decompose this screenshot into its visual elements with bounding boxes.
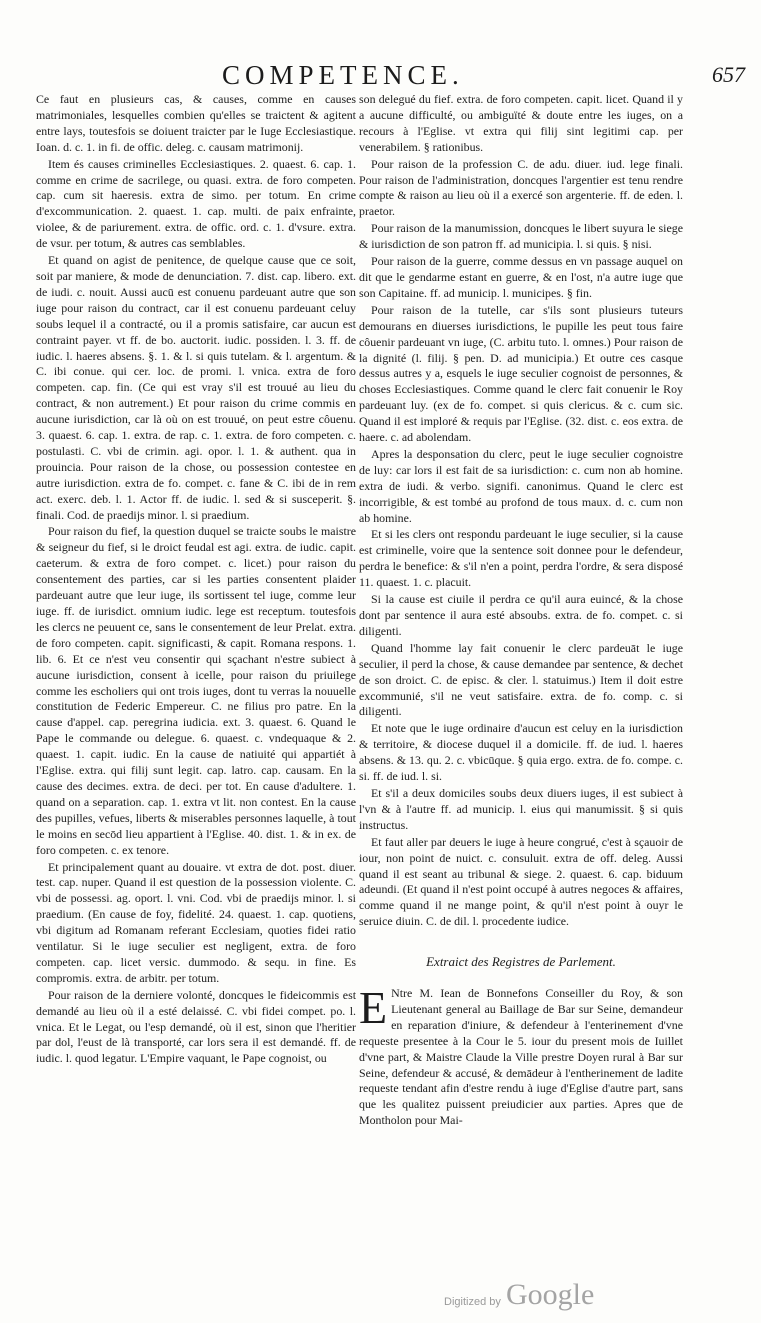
paragraph: Pour raison de la tutelle, car s'ils sont plusieurs tuteurs demourans en diuerses iurisdictions, le pupille les peut tous faire côuenir pardeuant vn iuge, (C. arbitu tuto. l. omnes.) Pour raison de la dignité (l. filij. § pen. D. ad municipia.) Et outre ces casque dessus autres y a, esquels le iuge seculier cognoist de personnes, & choses Ecclesiastiques. Comme quand le clerc fait conuenir le Roy pardeuant luy. (ex de fo. compet. si quis clericus. & c. cum sic. Quand il est imploré & requis par l'Eglise. (32. dist. c. eos extra. de haere. c. ad abolendam. (359, 302, 683, 445)
paragraph: Et quand on agist de penitence, de quelque cause que ce soit, soit par maniere, & mode de denunciation. 7. dist. cap. libero. ext. de iudi. c. nouit. Aussi aucū est conuenu pardeuant autre que son iuge pour raison du contract, car il est conuenu pardeuant celuy soubs lequel il a contracté, ou il a promis satisfaire, car aucun est contraint payer. vt ff. de bo. auctorit. iudic. possiden. l. 3. ff. de iudic. l. haeres absens. §. 1. & l. si quis tutelam. & l. argentum. & C. ibi conue. qui cer. loc. de promi. l. vnica. extra de foro competen. cap. fin. (Ce qui est vray s'il est trouué au lieu du contract, & non autrement.) Et pour raison du crime commis en aucune iurisdiction, car là où on est trouué, on peut estre côuenu. 3. quaest. 6. cap. 1. extra. de rap. c. 1. extra. de foro competen. c. postulasti. C. vbi de crimin. agi. opor. l. 1. & authent. qua in prouincia. Pour raison de la chose, ou possession contestee en autre iurisdiction. extra de fo. compet. c. fane & C. ibi de in rem act. exerc. deb. l. 1. Actor ff. de iudic. l. sed & si susceperit. §. finali. Cod. de praedijs minor. l. si praedium. (36, 253, 356, 522)
paragraph: Ce faut en plusieurs cas, & causes, comme en causes matrimoniales, lesquelles combien qu'elles se traictent & agitent entre lays, toutesfois se doiuent traicter par le Iuge Ecclesiastique. Ioan. d. c. 1. in fi. de offic. deleg. c. causam matrimonij. (36, 92, 356, 154)
paragraph: Et principalement quant au douaire. vt extra de dot. post. diuer. test. cap. nuper. Quand il est question de la possession violente. C. vbi de possessi. ag. oport. l. vni. Cod. vbi de praedijs minor. l. si praedium. (En cause de foy, fidelité. 24. quaest. 1. cap. quotiens, vbi digitum ad Romanam referant Ecclesiam, quoties fidei ratio ventilatur. Si le iuge seculier est negligent, extra. de foro competen. cap. licet versic. dummodo. & sequ. in fine. Es compromis. extra. de arbitr. per totum. (36, 859, 356, 985)
paragraph: Et s'il a deux domiciles soubs deux diuers iuges, il est subiect à l'vn & à l'autre ff. ad municip. l. eius qui manumissit. § si quis instructus. (359, 785, 683, 832)
drop-cap: E (359, 982, 388, 1034)
extract-title: Extraict des Registres de Parlement. (426, 954, 616, 970)
paragraph: Et faut aller par deuers le iuge à heure congrué, c'est à sçauoir de iour, non point de nuict. c. consuluit. extra de off. deleg. Aussi quand il est seant au tribunal & siege. 2. quaest. 6. cap. biduum adeundi. (Et quand il n'est point occupé à autres negoces & affaires, comme quand il ne mange point, & qu'il n'est point à ouyr le seruice diuin. C. de dil. l. procedente iudice. (359, 834, 683, 929)
paragraph: Pour raison de la guerre, comme dessus en vn passage auquel on dit que le gendarme estant en guerre, & en l'ost, n'a autre iuge que son Capitaine. ff. ad municip. l. municipes. § fin. (359, 254, 683, 300)
paragraph: Si la cause est ciuile il perdra ce qu'il aura euincé, & la chose dont par sentence il aura esté absoubs. extra. de fo. compet. c. si diligenti. (359, 592, 683, 638)
paragraph: Pour raison de la profession C. de adu. diuer. iud. lege finali. Pour raison de l'administration, doncques l'argentier est tenu rendre compte & raison au lieu où il a exercé son argenterie. ff. de eden. l. praetor. (359, 156, 683, 219)
extract-text: Ntre M. Iean de Bonnefons Conseiller du Roy, & son Lieutenant general au Baillage de Bar sur Seine, demandeur en reparation d'iniure, & defendeur à l'enterinement d'vne requeste presentee à la Cour le 5. iour du present mois de Iuillet d'vne part, & Maistre Claude la Ville prestre Doyen rural à Bar sur Seine, defendeur & accusé, & demādeur à l'entherinement de ladite requeste tendant afin d'estre rendu à iuge d'Eglise d'autre part, sans que les qualitez puissent preiudicier aux parties. Apres que de Montholon pour Mai- (359, 986, 683, 1128)
right-column (359, 92, 683, 1130)
page-header (0, 60, 761, 94)
left-column (36, 92, 356, 1192)
extract-paragraph (359, 982, 683, 1129)
paragraph: Et note que le iuge ordinaire d'aucun est celuy en la iurisdiction & territoire, & diocese duquel il a domicile. ff. de iud. l. haeres absens. & 13. qu. 2. c. vbicūque. § quia ergo. extra. de fo. compe. c. si. ff. de iud. l. si. (359, 721, 683, 784)
paragraph: Pour raison du fief, la question duquel se traicte soubs le maistre & seigneur du fief, si le droict feudal est agi. extra. de iudic. capit. caeterum. & extra de foro compet. c. licet.) pour raison du consentement des parties, car si les parties consentent plaider pardeuant autre que leur iuge, ils sortissent tel iuge, comme leur iuge. ff. de iurisdict. omnium iudic. lege est receptum. toutesfois les clercs ne peuuent ce, sans le consentement de leur Prelat. extra. de foro competen. capit. significasti, & capit. Romana respons. 1. lib. 6. Et ce n'est veu consentir qui sçachant n'estre subiect à aucune iurisdiction, consent à icelle, pour raison du priuilege comme les escholiers qui ont trois iuges, dont tu verras la nouuelle constitution de Federic Empereur. C. ne filius pro patre. En la cause d'appel. cap. peregrina iudicia. ext. 3. quaest. 6. Quand le Pape le commande ou delegue. 6. quaest. c. vndequaque & 2. quaest. 1. capit. iudic. En la cause de natiuité qui appartiét à l'Eglise. extra. qui filij sunt legit. cap. latro. cap. causam. En la cause des decimes. extra. de deci. per tot. En cause d'adultere. 1. quand on a separation. cap. 1. extra vt lit. non contest. En la cause des pupilles, vefues, liberts & miserables personnes laquelle, à tout le moins en secōd lieu appartient à l'Eglise. 40. dist. 1. & in ex. de foro competen. c. ex tenore. (36, 524, 356, 857)
paragraph: Pour raison de la derniere volonté, doncques le fideicommis est demandé au lieu où il a esté delaissé. C. vbi fidei compet. po. l. vnica. Et le Legat, ou l'esp demandé, où il est, sinon que l'heritier par dol, l'eust de là transporté, car lors sera il est demandé. ff. de iudic. l. quod legatur. L'Empire vaquant, le Pape cognoist, ou (36, 987, 356, 1066)
paragraph: Quand l'homme lay fait conuenir le clerc pardeuāt le iuge seculier, il perd la chose, & cause demandee par sentence, & dechet de son droict. C. de episc. & cler. l. statuimus.) Item il doit estre excommunié, s'il ne veut satisfaire. extra. de fo. comp. c. si diligenti. (359, 640, 683, 719)
paragraph: Et si les clers ont respondu pardeuant le iuge seculier, si la cause est criminelle, voire que la sentence soit donnee pour le defendeur, perdra le benefice: & s'il n'en a point, perdra l'ordre, & sera disposé 11. quaest. 1. c. placuit. (359, 527, 683, 590)
paragraph: Apres la desponsation du clerc, peut le iuge seculier cognoistre de luy: car lors il est fait de sa iurisdiction: c. cum non ab homine. extra de iudi. & verbo. signifi. canonimus. Quand le clerc est incorrigible, & est tombé au profond de tous maux. d. c. cum non ab homine. (359, 446, 683, 525)
watermark-prefix: Digitized by (444, 1296, 501, 1308)
paragraph: Pour raison de la manumission, doncques le libert suyura le siege & iurisdiction de son patron ff. ad municipia. l. si quis. § nisi. (359, 221, 683, 252)
paragraph: son delegué du fief. extra. de foro competen. capit. licet. Quand il y a aucune difficulté, ou ambiguïté & doute entre les iuges, on a recours à l'Eglise. vt extra qui filij sint legitimi cap. per venerabilem. § rationibus. (359, 92, 683, 154)
paragraph: Item és causes criminelles Ecclesiastiques. 2. quaest. 6. cap. 1. comme en crime de sacrilege, ou quasi. extra. de foro competen. cap. cum sit haeresis. extra de simo. per totum. En crime d'excommunication. 2. quaest. 1. cap. multi. de paix enfrainte, violee, & de pariurement. extra. de offic. ord. c. 1. d'vsure. extra. de vsur. per totum, & autres cas semblables. (36, 156, 356, 251)
google-logo: Google (506, 1278, 595, 1311)
page-number: 657 (712, 62, 745, 87)
running-title: COMPETENCE. (222, 60, 464, 90)
